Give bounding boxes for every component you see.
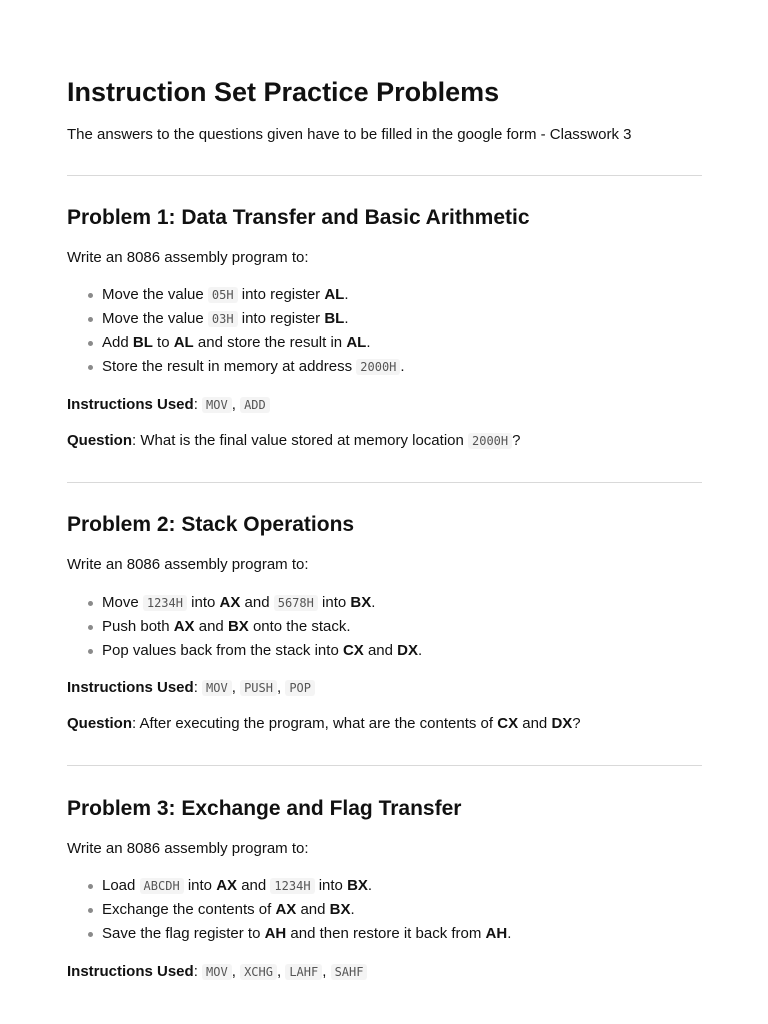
- list-item: Move 1234H into AX and 5678H into BX.: [67, 593, 422, 617]
- bullet-icon: [88, 884, 93, 889]
- bullet-icon: [88, 317, 93, 322]
- bullet-icon: [88, 365, 93, 370]
- divider: [67, 482, 702, 483]
- list-item: Move the value 03H into register BL.: [67, 309, 405, 333]
- bullet-icon: [88, 932, 93, 937]
- bullet-icon: [88, 908, 93, 913]
- bullet-icon: [88, 601, 93, 606]
- list-item: Push both AX and BX onto the stack.: [67, 617, 422, 641]
- list-item: Save the flag register to AH and then restore it back from AH.: [67, 924, 511, 948]
- page-title: Instruction Set Practice Problems: [67, 77, 500, 107]
- problem-1-instructions: Instructions Used: MOV , ADD: [67, 395, 270, 415]
- list-item: Pop values back from the stack into CX and DX.: [67, 641, 422, 665]
- problem-2-heading: Problem 2: Stack Operations: [67, 513, 355, 536]
- divider: [67, 765, 702, 766]
- problem-3-heading: Problem 3: Exchange and Flag Transfer: [67, 797, 462, 820]
- bullet-icon: [88, 625, 93, 630]
- list-item: Exchange the contents of AX and BX.: [67, 900, 511, 924]
- problem-1-steps: [67, 285, 405, 381]
- problem-1-heading: Problem 1: Data Transfer and Basic Arithmetic: [67, 206, 530, 229]
- problem-2-lead: Write an 8086 assembly program to:: [67, 556, 309, 573]
- list-item: Load ABCDH into AX and 1234H into BX.: [67, 876, 511, 900]
- intro-text: The answers to the questions given have to be filled in the google form - Classwork 3: [67, 126, 632, 143]
- bullet-icon: [88, 649, 93, 654]
- problem-3-instructions: Instructions Used: MOV , XCHG , LAHF , SAHF: [67, 962, 367, 982]
- problem-2-question: Question: After executing the program, what are the contents of CX and DX?: [67, 715, 581, 732]
- list-item: Move the value 05H into register AL.: [67, 285, 405, 309]
- bullet-icon: [88, 341, 93, 346]
- problem-1-question: Question: What is the final value stored at memory location 2000H ?: [67, 432, 521, 449]
- divider: [67, 175, 702, 176]
- problem-1-lead: Write an 8086 assembly program to:: [67, 249, 309, 266]
- problem-2-steps: [67, 593, 422, 665]
- problem-3-steps: [67, 876, 511, 948]
- problem-2-instructions: Instructions Used: MOV , PUSH , POP: [67, 678, 315, 698]
- problem-3-lead: Write an 8086 assembly program to:: [67, 840, 309, 857]
- list-item: Store the result in memory at address 2000H .: [67, 357, 405, 381]
- bullet-icon: [88, 293, 93, 298]
- list-item: Add BL to AL and store the result in AL.: [67, 333, 405, 357]
